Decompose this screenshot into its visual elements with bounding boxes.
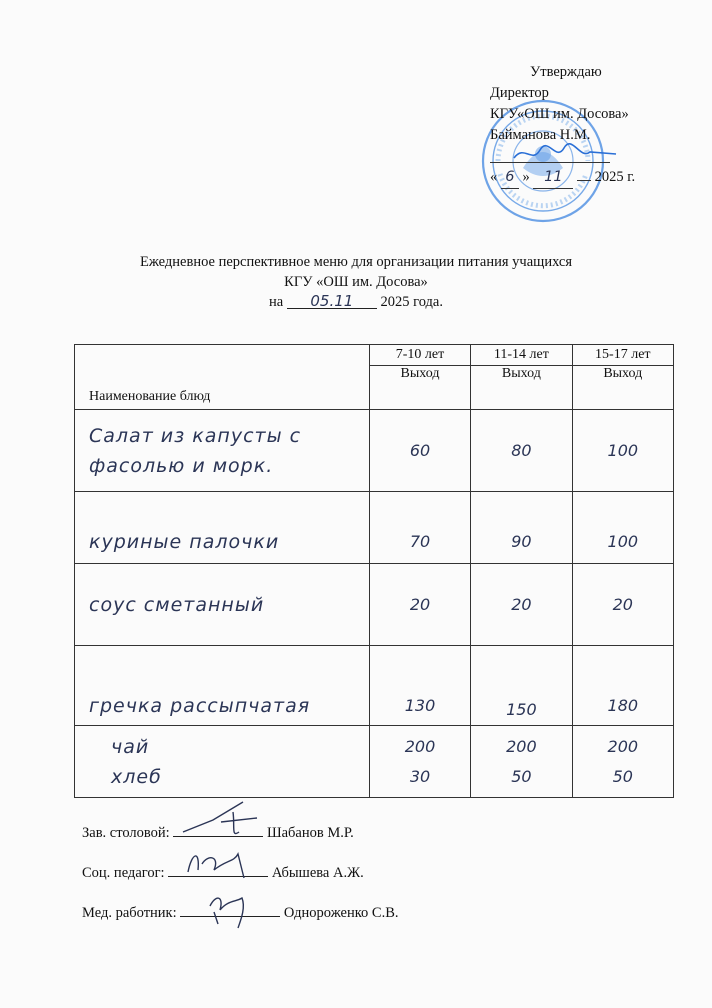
header-age-3: 15-17 лет: [572, 345, 673, 366]
output-7-10: 60: [369, 410, 470, 492]
approval-signature-line: [490, 146, 635, 167]
table-row: [75, 726, 674, 798]
output-11-14: 90: [471, 492, 572, 564]
table-row: [75, 646, 674, 726]
approval-organization: КГУ«ОШ им. Досова»: [490, 106, 629, 122]
signature-role: Зав. столовой:: [82, 825, 170, 841]
output-7-10: 200 30: [369, 726, 470, 798]
dish-name: чай: [111, 735, 150, 758]
signature-name: Абышева А.Ж.: [271, 865, 364, 881]
output-15-17: 180: [572, 646, 673, 726]
menu-table: [74, 344, 674, 798]
table-row: [75, 410, 674, 492]
output-15-17: 100: [572, 410, 673, 492]
output-7-10: 20: [369, 564, 470, 646]
approval-position: Директор: [490, 85, 549, 101]
signature-line: [180, 902, 280, 917]
dish-name: гречка рассыпчатая: [75, 646, 370, 726]
output-11-14: 150: [471, 646, 572, 726]
approval-heading: Утверждаю: [530, 64, 602, 80]
approval-date-year: 2025 г.: [594, 169, 636, 185]
signature-name: Однороженко С.В.: [283, 905, 399, 921]
table-row: [75, 492, 674, 564]
table-header-ages: [75, 345, 674, 366]
header-output-1: Выход: [369, 365, 470, 409]
signature-role: Мед. работник:: [82, 905, 177, 921]
output-11-14: 200 50: [471, 726, 572, 798]
header-output-3: Выход: [572, 365, 673, 409]
title-line-1: Ежедневное перспективное меню для организации питания учащихся: [139, 254, 573, 270]
output-15-17: 200 50: [572, 726, 673, 798]
approval-date-month: 11: [533, 167, 573, 189]
output-7-10: 130: [369, 646, 470, 726]
dish-name: хлеб: [111, 765, 162, 788]
dish-name: соус сметанный: [75, 564, 370, 646]
output-15-17: 20: [572, 564, 673, 646]
header-dish-name: Наименование блюд: [75, 345, 370, 410]
signature-role: Соц. педагог:: [82, 865, 165, 881]
header-output-2: Выход: [471, 365, 572, 409]
title-line-3: на 05.11 2025 года.: [269, 292, 443, 310]
menu-title: [0, 252, 712, 312]
handwritten-signature-icon: [168, 842, 268, 882]
approval-date: « 6 » 11 2025 г.: [490, 167, 635, 189]
output-7-10: 70: [369, 492, 470, 564]
signature-line: [168, 862, 268, 877]
dish-name-pair: [75, 726, 370, 798]
approval-date-day: 6: [501, 167, 519, 189]
table-row: [75, 564, 674, 646]
handwritten-signature-icon: [173, 792, 263, 842]
title-line-2: КГУ «ОШ им. Досова»: [284, 274, 428, 290]
approval-name: Байманова Н.М.: [490, 127, 591, 143]
dish-name: Салат из капусты с фасолью и морк.: [75, 410, 370, 492]
output-11-14: 80: [471, 410, 572, 492]
signature-medical-worker: [82, 902, 399, 922]
signature-canteen-head: [82, 822, 354, 842]
dish-name: куриные палочки: [75, 492, 370, 564]
header-age-2: 11-14 лет: [471, 345, 572, 366]
menu-date: 05.11: [287, 294, 377, 309]
output-15-17: 100: [572, 492, 673, 564]
approval-block: [490, 62, 635, 189]
signature-name: Шабанов М.Р.: [266, 825, 354, 841]
handwritten-signature-icon: [180, 882, 280, 932]
signature-line: [173, 822, 263, 837]
signature-social-pedagogue: [82, 862, 364, 882]
header-age-1: 7-10 лет: [369, 345, 470, 366]
output-11-14: 20: [471, 564, 572, 646]
